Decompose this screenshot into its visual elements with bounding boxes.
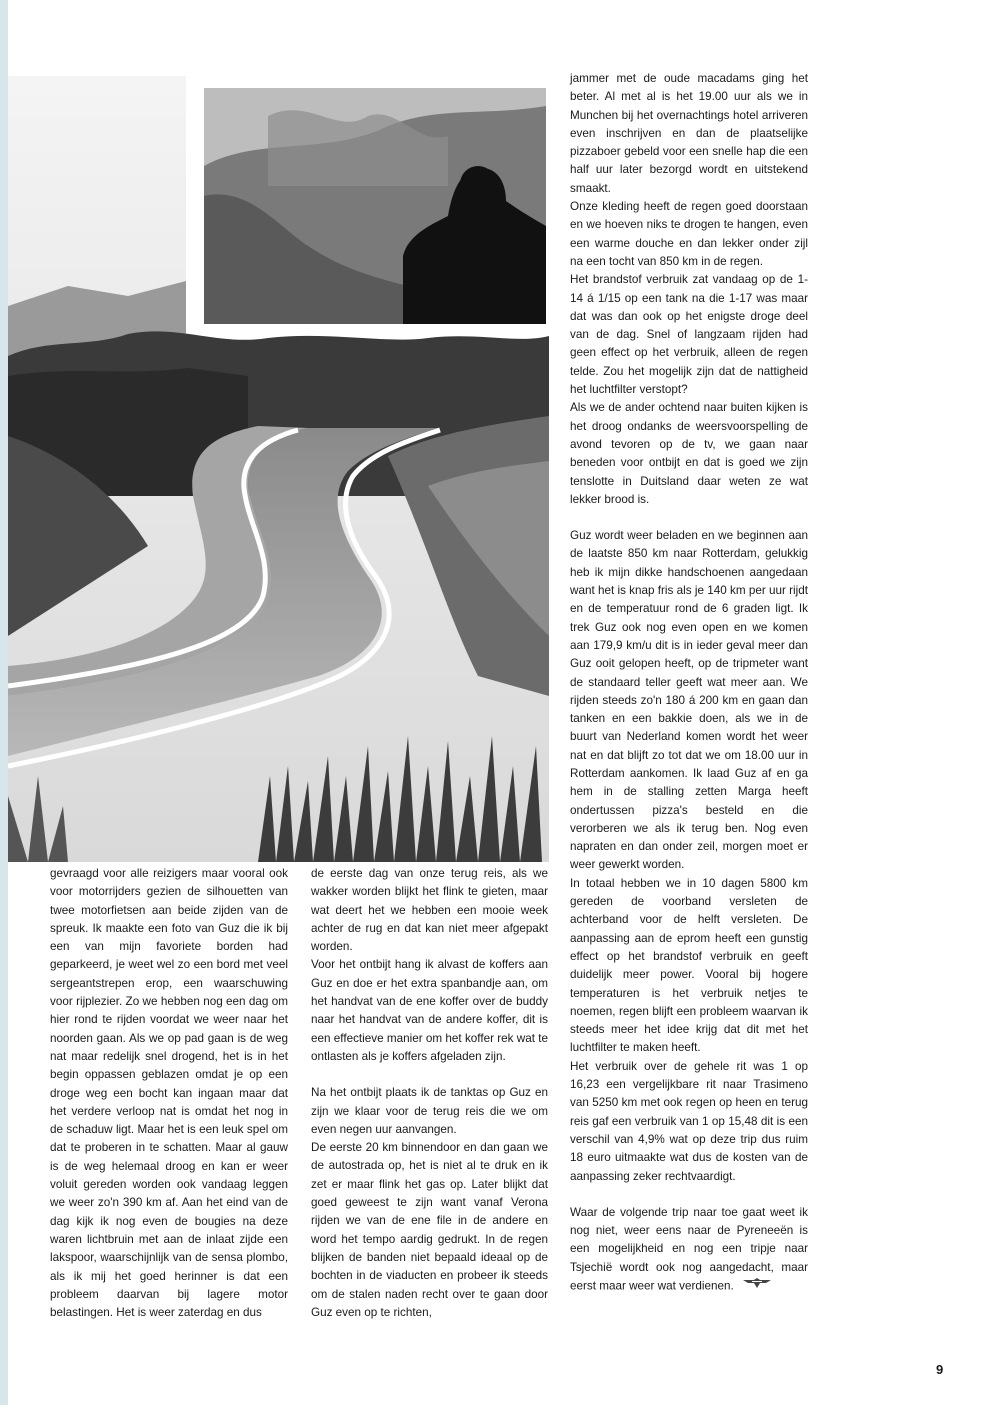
column3-paragraph-1: jammer met de oude macadams ging het beter. Al met al is het 19.00 uur als we in Munchen bij het overnachtings hotel arriveren even inschrijven en dan de plaatselijke pizzaboer gebeld voor een snelle hap die een half uur later bezorgd wordt en uitstekend smaakt. — [570, 72, 808, 195]
column1-paragraph: gevraagd voor alle reizigers maar vooral ook voor motorrijders gezien de silhouetten van twee motorfietsen aan beide zijden van de spreuk. Ik maakte een foto van Guz die ik bij een van mijn favoriete borden had geparkeerd, je weet wel zo een bord met veel sergeantstrepen erop, een waarschuwing voor rijplezier. Zo we hebben nog een dag om hier rond te rijden voordat we weer naar het noorden gaan. Als we op pad gaan is de weg nat maar redelijk snel drogend, het is in het begin oppassen geblazen omdat je op een droge weg een bocht kan ingaan maar dat het verdere verloop nat is omdat het nog in de schaduw ligt. Maar het is een leuk spel om dat te proberen in te schatten. Maar al gauw is de weg helemaal droog en kan er weer voluit gereden worden ook vandaag leggen we weer zo'n 390 km af. Aan het eind van de dag kijk ik nog even de bougies na deze waren lichtbruin met aan de inlaat zijde een lakspoor, waarschijnlijk van de sensa plombo, als ik mij het goed herinner is dat een probleem daarvan bij lagere motor belastingen. Het is weer zaterdag en dus — [50, 867, 288, 1320]
column3-paragraph-8-text: Waar de volgende trip naar toe gaat weet ik nog niet, weer eens naar de Pyreneeën is een mogelijkheid en nog een tripje naar Tsjechië wordt ook nog aangedacht, maar eerst maar weer wat verdienen. — [570, 1205, 808, 1293]
column2-paragraph-3: Na het ontbijt plaats ik de tanktas op Guz en zijn we klaar voor de terug reis die we om even negen uur aanvangen. — [311, 1086, 548, 1136]
column2-paragraph-2: Voor het ontbijt hang ik alvast de koffers aan Guz en doe er het extra spanbandje aan, om het handvat van de ene koffer over de buddy naar het handvat van de andere koffer, dit is een effectieve manier om het koffer rek wat te ontlasten als je koffers afgeladen zijn. — [311, 958, 548, 1063]
winding-road-photo — [8, 76, 549, 862]
column3-paragraph-3: Het brandstof verbruik zat vandaag op de 1-14 á 1/15 op een tank na die 1-17 was maar dat was dan ook op het enigste droge deel van de dag. Snel of langzaam rijden had geen effect op het verbruik, alleen de regen telde. Zou het mogelijk zijn dat de nattigheid het luchtfilter verstopt? — [570, 273, 808, 397]
column2-paragraph-1: de eerste dag van onze terug reis, als we wakker worden blijkt het flink te gieten, maar wat deert het we hebben een mooie week achter de rug en dat kan niet meer afgepakt worden. — [311, 867, 548, 954]
column3-paragraph-4: Als we de ander ochtend naar buiten kijken is het droog ondanks de weersvoorspelling de avond tevoren op de tv, we gaan naar beneden voor ontbijt en dat is goed we zijn tenslotte in Duitsland daar weten ze wat lekker brood is. — [570, 401, 808, 506]
motorcycle-club-logo-icon — [742, 1277, 772, 1295]
column3-paragraph-6: In totaal hebben we in 10 dagen 5800 km gereden de voorband versleten de achterband voor de helft versleten. De aanpassing aan de eprom heeft een gunstig effect op het brandstof verbruik en geeft duidelijk meer power. Vooral bij hogere temperaturen is het verbruik netjes te noemen, regen blijft een probleem waarvan ik steeds meer het idee krijg dat dit met het luchtfilter te maken heeft. — [570, 876, 808, 1055]
column3-paragraph-5: Guz wordt weer beladen en we beginnen aan de laatste 850 km naar Rotterdam, gelukkig heb ik mijn dikke handschoenen aangedaan want het is knap fris als je 140 km per uur rijdt en de temperatuur rond de 6 graden ligt. Ik trek Guz ook nog even open en we komen aan 179,9 km/u dit is in ieder geval meer dan Guz ooit gelopen heeft, op de tripmeter want de standaard teller geeft wat meer aan. We rijden steeds zo'n 180 á 200 km en gaan dan tanken en een bakkie doen, als we in de buurt van Nederland komen wordt het weer nat en dat blijft zo tot dat we om 18.00 uur in Rotterdam aankomen. Ik laad Guz af en ga hem in de stalling zetten Marga heeft ondertussen pizza's besteld en die verorberen we als ik terug ben. Nog even napraten en dan onder zeil, morgen moet er weer gewerkt worden. — [570, 529, 808, 872]
text-column-2 — [311, 865, 548, 1322]
column3-paragraph-8 — [570, 1204, 808, 1296]
column3-paragraph-2: Onze kleding heeft de regen goed doorstaan en we hoeven niks te drogen te hangen, even een warme douche en dan lekker onder zijl na een tocht van 850 km in de regen. — [570, 200, 808, 268]
page-edge-strip — [0, 0, 8, 1405]
text-column-3 — [570, 70, 808, 1296]
column2-paragraph-4: De eerste 20 km binnendoor en dan gaan we de autostrada op, het is niet al te druk en ik zet er maar flink het gas op. Later blijkt dat goed geweest te zijn want vanaf Verona rijden we van de ene file in de andere en word het tempo aardig gedrukt. In de regen blijken de banden niet bepaald ideaal op de bochten in de viaducten en probeer ik steeds om de stalen naden recht over te gaan door Guz even op te richten, — [311, 1141, 548, 1319]
text-column-1 — [50, 865, 288, 1322]
page-number: 9 — [936, 1362, 944, 1377]
column3-paragraph-7: Het verbruik over de gehele rit was 1 op 16,23 een vergelijkbare rit naar Trasimeno van 5250 km met ook regen op heen en terug reis gaf een verbruik van 1 op 15,48 dit is een verschil van 4,9% wat op deze trip dus ruim 18 euro uitmaakte wat dus de kosten van de aanpassing zeker rechtvaardigt. — [570, 1059, 808, 1183]
